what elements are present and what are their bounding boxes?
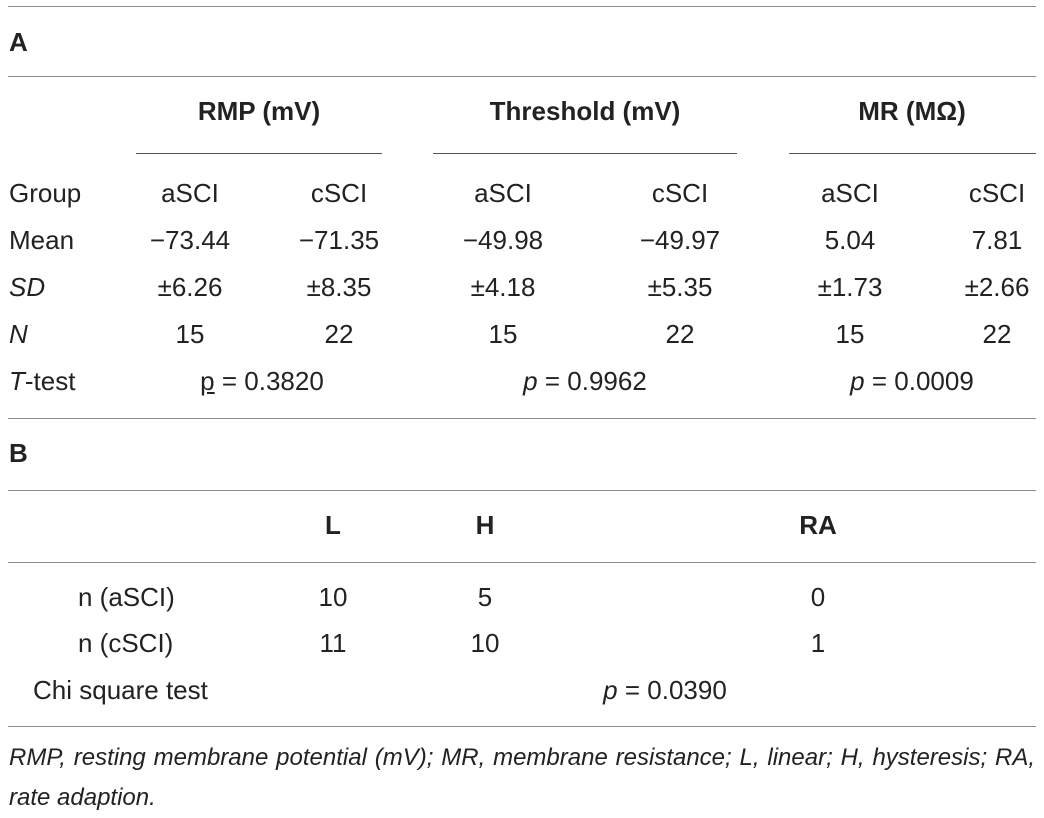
row-label-ttest xyxy=(9,366,75,397)
ttest-threshold xyxy=(523,366,647,397)
header-threshold: Threshold (mV) xyxy=(489,96,681,126)
header-rmp: RMP (mV) xyxy=(197,96,321,126)
header-l: L xyxy=(325,510,341,540)
threshold-underline xyxy=(433,153,737,154)
ttest-label-rest: -test xyxy=(24,366,76,396)
sd-rmp-asci: ±6.26 xyxy=(157,272,223,302)
row-label-n-asci: n (aSCI) xyxy=(78,582,175,612)
chi-value: = 0.0390 xyxy=(624,675,727,705)
ttest-t-letter: T xyxy=(9,366,25,396)
n-mr-csci: 22 xyxy=(982,319,1012,349)
ttest-thr-p: p xyxy=(523,366,538,396)
row-label-sd: SD xyxy=(9,272,46,302)
header-mr: MR (MΩ) xyxy=(858,96,966,126)
mean-rmp-asci: −73.44 xyxy=(149,225,231,255)
ttest-rmp-value: = 0.3820 xyxy=(221,366,324,396)
l-csci: 11 xyxy=(319,628,347,658)
sd-mr-asci: ±1.73 xyxy=(817,272,883,302)
section-a-label: A xyxy=(9,27,28,57)
sd-thr-csci: ±5.35 xyxy=(647,272,713,302)
section-b-subheader-rule xyxy=(8,562,1036,563)
h-csci: 10 xyxy=(470,628,500,658)
chi-result xyxy=(603,675,727,706)
group-thr-asci: aSCI xyxy=(474,178,532,208)
section-b-label: B xyxy=(9,438,28,468)
n-rmp-asci: 15 xyxy=(175,319,205,349)
row-label-n: N xyxy=(9,319,28,349)
row-label-n-csci: n (cSCI) xyxy=(78,628,174,658)
ttest-rmp xyxy=(200,366,324,397)
sd-rmp-csci: ±8.35 xyxy=(306,272,372,302)
group-rmp-csci: cSCI xyxy=(310,178,368,208)
ttest-thr-value: = 0.9962 xyxy=(544,366,647,396)
n-thr-csci: 22 xyxy=(665,319,695,349)
row-label-mean: Mean xyxy=(9,225,75,255)
row-label-group: Group xyxy=(9,178,82,208)
ttest-mr-value: = 0.0009 xyxy=(871,366,974,396)
ttest-mr-p: p xyxy=(850,366,865,396)
section-a-bottom-rule xyxy=(8,418,1036,419)
mean-mr-csci: 7.81 xyxy=(971,225,1023,255)
ttest-rmp-p: p xyxy=(200,366,215,396)
group-mr-csci: cSCI xyxy=(968,178,1026,208)
group-thr-csci: cSCI xyxy=(651,178,709,208)
n-rmp-csci: 22 xyxy=(324,319,354,349)
section-b-header-rule xyxy=(8,490,1036,491)
sd-mr-csci: ±2.66 xyxy=(964,272,1030,302)
ra-asci: 0 xyxy=(810,582,826,612)
group-mr-asci: aSCI xyxy=(821,178,879,208)
ra-csci: 1 xyxy=(810,628,826,658)
group-rmp-acsi: aSCI xyxy=(161,178,219,208)
rmp-underline xyxy=(136,153,382,154)
header-ra: RA xyxy=(799,510,837,540)
n-mr-asci: 15 xyxy=(835,319,865,349)
n-thr-asci: 15 xyxy=(488,319,518,349)
section-a-header-rule xyxy=(8,76,1036,77)
chi-p: p xyxy=(603,675,618,705)
sd-thr-asci: ±4.18 xyxy=(470,272,536,302)
header-h: H xyxy=(475,510,495,540)
footnote: RMP, resting membrane potential (mV); MR, membrane resistance; L, linear; H, hysteresis; RA, rate adaption. xyxy=(9,744,1035,811)
mean-thr-csci: −49.97 xyxy=(639,225,721,255)
mean-thr-asci: −49.98 xyxy=(462,225,544,255)
row-label-chi: Chi square test xyxy=(33,675,208,705)
ttest-mr xyxy=(850,366,974,397)
l-asci: 10 xyxy=(318,582,348,612)
section-b-bottom-rule xyxy=(8,726,1036,727)
mean-rmp-csci: −71.35 xyxy=(298,225,380,255)
h-asci: 5 xyxy=(477,582,493,612)
mr-underline xyxy=(789,153,1036,154)
mean-mr-asci: 5.04 xyxy=(824,225,876,255)
top-rule xyxy=(8,6,1036,7)
